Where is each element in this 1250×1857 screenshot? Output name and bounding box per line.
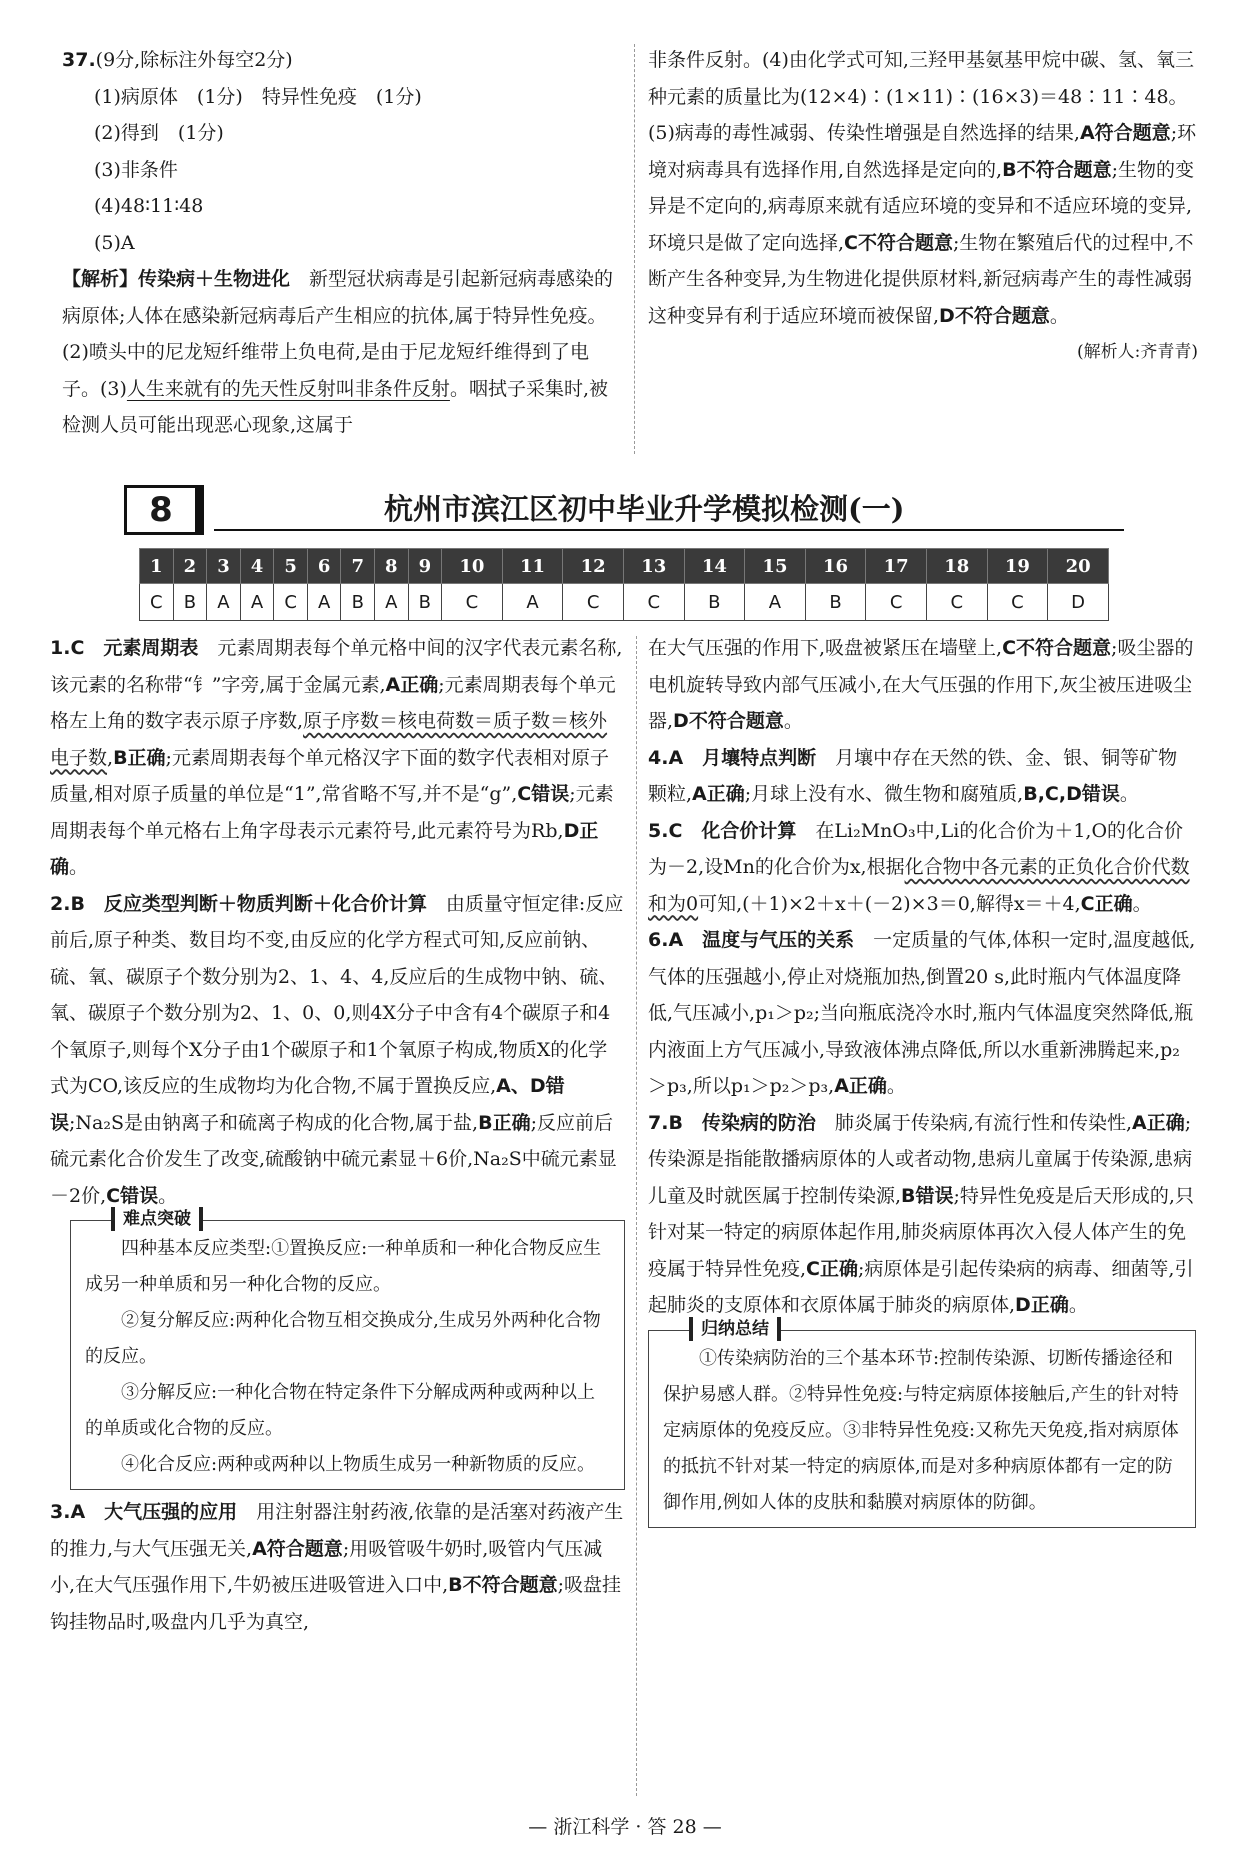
q2-bold-2: B正确	[478, 1111, 531, 1134]
difficulty-line-1: 四种基本反应类型:①置换反应:一种单质和一种化合物反应生成另一种单质和另一种化合物的反应。	[85, 1238, 602, 1295]
q3-text-b: ;用吸管吸牛奶时,吸管内气压减小,在大气压强作用下,牛奶被压进吸管进入口中,	[50, 1537, 603, 1596]
q1-bold-4: D正确	[50, 819, 599, 878]
answer-table-answer: C	[866, 584, 927, 621]
difficulty-line-3: ③分解反应:一种化合物在特定条件下分解成两种或两种以上的单质或化合物的反应。	[85, 1382, 596, 1439]
q37-right-text-4: ;生物在繁殖后代的过程中,不断产生各种变异,为生物进化提供原材料,新冠病毒产生的毒性减弱这种变异有利于适应环境而被保留,	[648, 231, 1194, 327]
q3-explanation	[50, 1494, 625, 1640]
section-rule	[214, 529, 1124, 531]
answer-table-answer-row	[140, 584, 1109, 621]
q4-text-c: 。	[1119, 783, 1139, 805]
q37-exp-label: 【解析】传染病＋生物进化	[62, 268, 291, 290]
answer-table-answer: A	[375, 584, 409, 621]
difficulty-line-2: ②复分解反应:两种化合物互相交换成分,生成另外两种化合物的反应。	[85, 1310, 601, 1367]
q3-cont-text-2: ;吸尘器的电机旋转导致内部气压减小,在大气压强的作用下,灰尘被压进吸尘器,	[648, 637, 1194, 732]
section-title: 杭州市滨江区初中毕业升学模拟检测(一)	[384, 492, 905, 526]
answer-table-number: 15	[745, 549, 806, 584]
answer-table-number: 12	[563, 549, 624, 584]
q37-answer-5: (5)A	[94, 231, 135, 254]
q5-wavy: 化合物中各元素的正负化合价代数和为0	[648, 856, 1190, 915]
q7-text-c: ;特异性免疫是后天形成的,只针对某一特定的病原体起作用,肺炎病原体再次入侵人体产生的免疫属于特异性免疫,	[648, 1184, 1194, 1280]
answer-table-header-row	[140, 549, 1109, 584]
answer-table-answer: B	[173, 584, 207, 621]
q7-text-b: ;传染源是指能散播病原体的人或者动物,患病儿童属于传染源,患病儿童及时就医属于控制传染源,	[648, 1111, 1193, 1207]
q37-right-text-5: 。	[1049, 304, 1069, 327]
q3-explanation-cont	[648, 630, 1196, 740]
q4-bold-1: A正确	[692, 783, 745, 805]
q5-explanation	[648, 813, 1196, 923]
answer-table-answer: C	[926, 584, 987, 621]
q37-right-column	[648, 42, 1198, 371]
answer-table-number: 13	[623, 549, 684, 584]
q37-explanation-cont	[648, 42, 1198, 334]
q37-answer-1: (1)病原体 (1分) 特异性免疫 (1分)	[94, 85, 422, 108]
q1-wavy: 原子序数＝核电荷数＝质子数＝核外电子数	[50, 710, 608, 769]
q6-text-b: 。	[886, 1075, 906, 1097]
q37-number: 37.	[62, 49, 96, 71]
q4-text-b: ;月球上没有水、微生物和腐殖质,	[744, 783, 1024, 805]
answer-table-number: 11	[502, 549, 563, 584]
answer-table-answer: A	[307, 584, 341, 621]
answer-table-number: 6	[307, 549, 341, 584]
answer-table-number: 9	[408, 549, 442, 584]
q3-bold-4: D不符合题意	[673, 710, 784, 732]
q2-text-d: 。	[158, 1184, 178, 1207]
q5-text-b: 可知,(＋1)×2＋x＋(－2)×3＝0,解得x＝＋4,	[698, 892, 1081, 915]
q1-text-d: ;元素周期表每个单元格汉字下面的数字代表相对原子质量,相对原子质量的单位是“1”,常省略不写,并不是“g”,	[50, 746, 609, 805]
answer-table-number: 3	[207, 549, 241, 584]
answer-table-number: 5	[274, 549, 308, 584]
q7-bold-4: D正确	[1015, 1294, 1069, 1316]
answer-table-answer: B	[341, 584, 375, 621]
column-divider-top	[634, 44, 635, 454]
column-divider-bottom	[636, 636, 637, 1796]
q2-text-c: ;反应前后硫元素化合价发生了改变,硫酸钠中硫元素显＋6价,Na₂S中硫元素显－2价,	[50, 1111, 617, 1207]
answer-table-number: 2	[173, 549, 207, 584]
answer-table-number: 10	[442, 549, 503, 584]
q2-text-b: ;Na₂S是由钠离子和硫离子构成的化合物,属于盐,	[69, 1111, 479, 1134]
answer-table-answer: C	[623, 584, 684, 621]
answer-table-answer: C	[140, 584, 174, 621]
difficulty-line-4: ④化合反应:两种或两种以上物质生成另一种新物质的反应。	[121, 1454, 596, 1475]
q37-answer-3: (3)非条件	[94, 158, 178, 181]
q37-note: (9分,除标注外每空2分)	[95, 49, 293, 71]
answer-table-number: 1	[140, 549, 174, 584]
q3-text-a: 用注射器注射药液,依靠的是活塞对药液产生的推力,与大气压强无关,	[50, 1501, 624, 1560]
summary-text: ①传染病防治的三个基本环节:控制传染源、切断传播途径和保护易感人群。②特异性免疫:与特定病原体接触后,产生的针对特定病原体的免疫反应。③非特异性免疫:又称先天免疫,指对病原体的抵抗不针对某一特定的病原体,而是对多种病原体都有一定的防御作用,例如人体的皮肤和黏膜对病原体的防御。	[663, 1347, 1179, 1513]
lower-left-column	[50, 630, 625, 1640]
q6-heading: 6.A 温度与气压的关系	[648, 929, 855, 951]
q7-bold-2: B错误	[901, 1184, 954, 1207]
q37-answer-2: (2)得到 (1分)	[94, 122, 224, 144]
answer-table-answer: B	[684, 584, 745, 621]
answer-table-number: 17	[866, 549, 927, 584]
q1-text-f: 。	[69, 856, 89, 878]
q7-bold-3: C正确	[806, 1257, 858, 1280]
q7-bold-1: A正确	[1132, 1111, 1185, 1134]
answer-table-number: 18	[926, 549, 987, 584]
q37-right-bold-1: A符合题意	[1079, 122, 1171, 144]
q1-bold-2: B正确	[113, 746, 166, 769]
q37-signature: (解析人:齐青青)	[1077, 342, 1198, 362]
q5-heading: 5.C 化合价计算	[648, 819, 797, 842]
q37-right-text-3: ;生物的变异是不定向的,病毒原来就有适应环境的变异和不适应环境的变异,环境只是做了定向选择,	[648, 158, 1194, 254]
q37-right-text-1: 非条件反射。(4)由化学式可知,三羟甲基氨基甲烷中碳、氢、氧三种元素的质量比为(12×4)∶(1×11)∶(16×3)＝48∶11∶48。(5)病毒的毒性减弱、传染性增强是自然选择的结果,	[648, 49, 1194, 144]
answer-table-number: 20	[1048, 549, 1109, 584]
q1-text-a: 元素周期表每个单元格中间的汉字代表元素名称,该元素的名称带“钅”字旁,属于金属元素,	[50, 637, 623, 696]
answer-table-number: 8	[375, 549, 409, 584]
q3-end: 。	[783, 710, 803, 732]
answer-table-answer: B	[408, 584, 442, 621]
answer-table-answer: A	[745, 584, 806, 621]
q3-cont-text: 在大气压强的作用下,吸盘被紧压在墙壁上,	[648, 637, 1003, 659]
q2-explanation	[50, 886, 625, 1215]
q7-text-d: ;病原体是引起传染病的病毒、细菌等,引起肺炎的支原体和衣原体属于肺炎的病原体,	[648, 1257, 1194, 1316]
q7-explanation	[648, 1105, 1196, 1324]
q4-bold-2: B,C,D错误	[1023, 783, 1120, 805]
q5-text-a: 在Li₂MnO₃中,Li的化合价为＋1,O的化合价为－2,设Mn的化合价为x,根据	[648, 819, 1184, 878]
difficulty-box	[70, 1209, 625, 1490]
lower-right-column	[648, 630, 1196, 1532]
answer-table-number: 4	[240, 549, 274, 584]
answer-table-number: 19	[987, 549, 1048, 584]
q37-right-bold-3: C不符合题意	[844, 231, 953, 254]
answer-table-answer: C	[442, 584, 503, 621]
q5-text-c: 。	[1132, 892, 1152, 915]
q4-text-a: 月壤中存在天然的铁、金、银、铜等矿物颗粒,	[648, 746, 1178, 805]
q6-text-a: 一定质量的气体,体积一定时,温度越低,气体的压强越小,停止对烧瓶加热,倒置20 s,此时瓶内气体温度降低,气压减小,p₁＞p₂;当向瓶底浇冷水时,瓶内气体温度突然降低,瓶内液面上方气压减小,导致液体沸点降低,所以水重新沸腾起来,p₂＞p₃,所以p₁＞p₂＞p₃,	[648, 929, 1196, 1097]
q1-text-e: ;元素周期表每个单元格右上角字母表示元素符号,此元素符号为Rb,	[50, 783, 614, 842]
q6-explanation	[648, 922, 1196, 1105]
q37-right-bold-2: B不符合题意	[1002, 158, 1112, 181]
answer-table-answer: A	[207, 584, 241, 621]
summary-box	[648, 1318, 1196, 1528]
q37-explanation	[62, 261, 622, 444]
q2-bold-3: C错误	[106, 1184, 159, 1207]
answer-table-answer: A	[502, 584, 563, 621]
answer-table-number: 16	[805, 549, 866, 584]
q6-bold-1: A正确	[834, 1075, 887, 1097]
difficulty-box-tag: 难点突破	[111, 1207, 203, 1231]
page-footer: — 浙江科学 · 答 28 —	[528, 1816, 722, 1838]
answer-table-answer: B	[805, 584, 866, 621]
q1-bold-1: A正确	[385, 673, 439, 696]
answer-table-number: 14	[684, 549, 745, 584]
answer-table-answer: C	[274, 584, 308, 621]
q37-answer-4: (4)48∶11∶48	[94, 195, 204, 217]
section-header	[124, 485, 1124, 533]
q7-heading: 7.B 传染病的防治	[648, 1111, 816, 1134]
q37-exp-underlined: 人生来就有的先天性反射叫非条件反射	[126, 377, 450, 400]
q1-bold-3: C错误	[517, 783, 570, 805]
q3-bold-3: C不符合题意	[1002, 637, 1112, 659]
q2-heading: 2.B 反应类型判断＋物质判断＋化合价计算	[50, 892, 427, 915]
q37-right-text-2: ;环境对病毒具有选择作用,自然选择是定向的,	[648, 122, 1197, 181]
answer-table-answer: A	[240, 584, 274, 621]
q1-text-c: ,	[107, 746, 114, 769]
answer-table-answer: C	[987, 584, 1048, 621]
q7-text-e: 。	[1068, 1294, 1088, 1316]
q37-right-bold-4: D不符合题意	[939, 304, 1050, 327]
q37-exp-text: 新型冠状病毒是引起新冠病毒感染的病原体;人体在感染新冠病毒后产生相应的抗体,属于特异性免疫。(2)喷头中的尼龙短纤维带上负电荷,是由于尼龙短纤维得到了电子。(3)	[62, 268, 614, 400]
q1-explanation	[50, 630, 625, 886]
answer-table	[139, 548, 1109, 621]
q2-bold-1: A、D错误	[50, 1075, 565, 1134]
q3-bold-2: B不符合题意	[448, 1574, 558, 1596]
answer-table-answer: D	[1048, 584, 1109, 621]
section-number: 8	[124, 485, 204, 535]
q7-text-a: 肺炎属于传染病,有流行性和传染性,	[815, 1111, 1133, 1134]
q3-heading: 3.A 大气压强的应用	[50, 1501, 238, 1523]
answer-table-answer: C	[563, 584, 624, 621]
summary-box-tag: 归纳总结	[689, 1317, 781, 1341]
q3-text-c: ;吸盘挂钩挂物品时,吸盘内几乎为真空,	[50, 1574, 622, 1633]
q37-left-column	[62, 42, 622, 444]
q5-bold-1: C正确	[1080, 892, 1133, 915]
q37-heading	[62, 42, 622, 79]
q2-text-a: 由质量守恒定律:反应前后,原子种类、数目均不变,由反应的化学方程式可知,反应前钠、硫、氧、碳原子个数分别为2、1、4、4,反应后的生成物中钠、硫、氧、碳原子个数分别为2、1、0、0,则4X分子中含有4个碳原子和4个氧原子,则每个X分子由1个碳原子和1个氧原子构成,物质X的化学式为CO,该反应的生成物均为化合物,不属于置换反应,	[50, 892, 624, 1097]
q4-explanation	[648, 740, 1196, 813]
answer-table-number: 7	[341, 549, 375, 584]
q1-heading: 1.C 元素周期表	[50, 637, 199, 659]
q4-heading: 4.A 月壤特点判断	[648, 746, 817, 769]
q37-exp-text-2: 。咽拭子采集时,被检测人员可能出现恶心现象,这属于	[62, 377, 608, 436]
q1-text-b: ;元素周期表每个单元格左上角的数字表示原子序数,	[50, 673, 616, 732]
q3-bold-1: A符合题意	[252, 1537, 343, 1560]
